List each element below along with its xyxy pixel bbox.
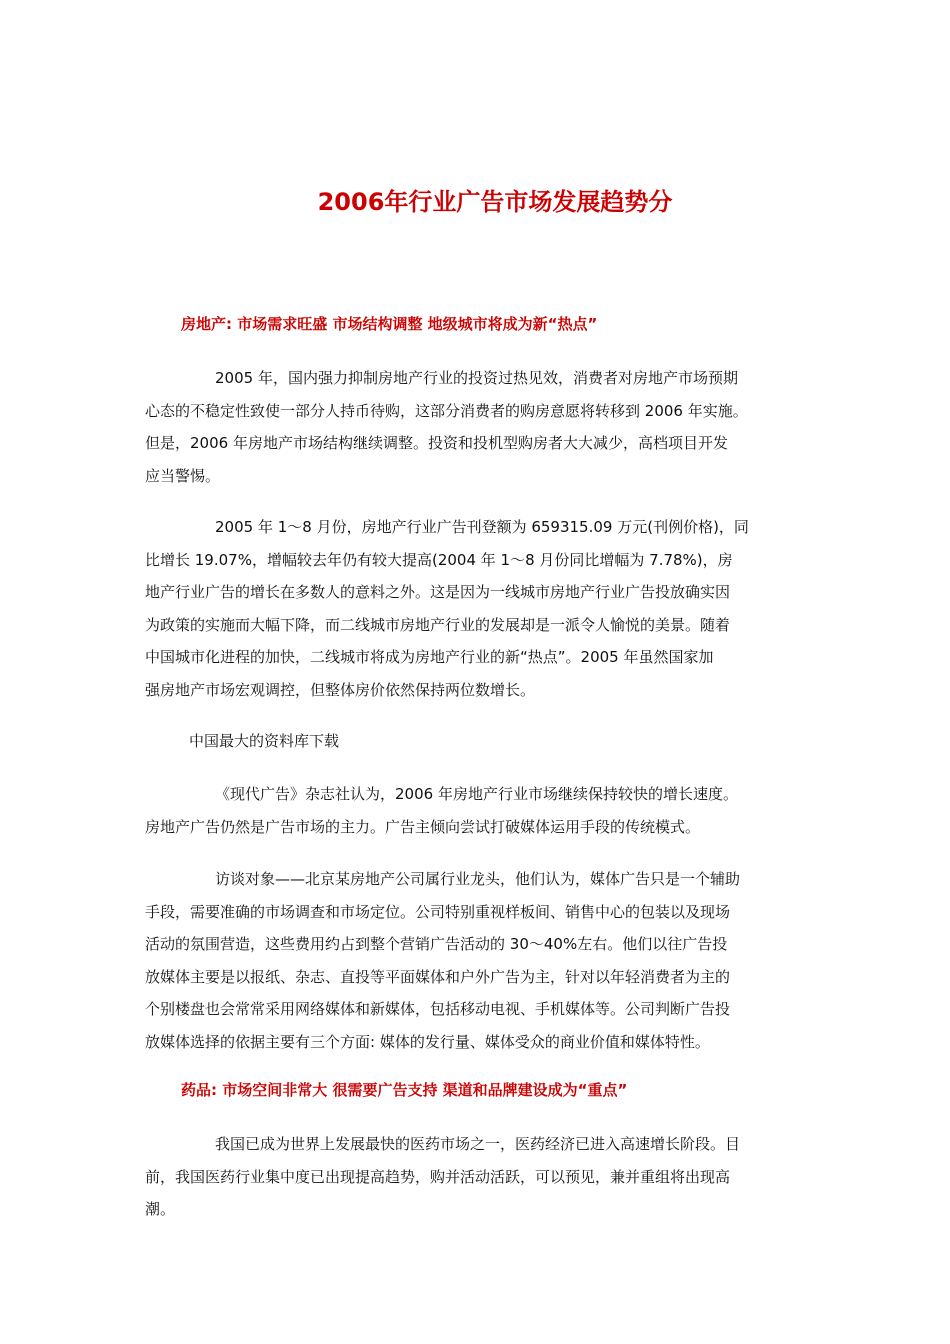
text-line: 2005 年 1～8 月份，房地产行业广告刊登额为 659315.09 万元(刊例价格)，同 [215,518,749,536]
paragraph-real-estate-1 [145,362,805,492]
text-line: 心态的不稳定性致使一部分人持币待购，这部分消费者的购房意愿将转移到 2006 年实施。 [145,401,748,420]
document-title: 2006年行业广告市场发展趋势分 [317,188,673,216]
text-line: 强房地产市场宏观调控，但整体房价依然保持两位数增长。 [145,680,536,699]
paragraph-pharma-1 [145,1128,805,1226]
text-line: 访谈对象——北京某房地产公司属行业龙头，他们认为，媒体广告只是一个辅助 [215,870,741,888]
text-line: 手段，需要准确的市场调查和市场定位。公司特别重视样板间、销售中心的包装以及现场 [145,902,731,921]
text-line: 比增长 19.07%，增幅较去年仍有较大提高(2004 年 1～8 月份同比增幅为 7.78%)，房 [145,550,733,569]
text-line: 应当警惕。 [145,466,221,485]
section-heading-real-estate: 房地产: 市场需求旺盛 市场结构调整 地级城市将成为新“热点” [181,315,598,333]
text-line: 我国已成为世界上发展最快的医药市场之一，医药经济已进入高速增长阶段。目 [215,1135,741,1153]
download-note: 中国最大的资料库下载 [189,732,340,750]
text-line: 前，我国医药行业集中度已出现提高趋势，购并活动活跃，可以预见，兼并重组将出现高 [145,1167,731,1186]
text-line: 放媒体主要是以报纸、杂志、直投等平面媒体和户外广告为主，针对以年轻消费者为主的 [145,967,731,986]
paragraph-real-estate-3 [145,778,805,843]
text-line: 《现代广告》杂志社认为，2006 年房地产行业市场继续保持较快的增长速度。 [215,785,738,803]
text-line: 个别楼盘也会常常采用网络媒体和新媒体，包括移动电视、手机媒体等。公司判断广告投 [145,1000,731,1018]
text-line: 地产行业广告的增长在多数人的意料之外。这是因为一线城市房地产行业广告投放确实因 [145,583,731,601]
text-line: 但是，2006 年房地产市场结构继续调整。投资和投机型购房者大大减少，高档项目开发 [145,434,728,452]
text-line: 2005 年，国内强力抑制房地产行业的投资过热见效，消费者对房地产市场预期 [215,369,738,387]
text-line: 房地产广告仍然是广告市场的主力。广告主倾向尝试打破媒体运用手段的传统模式。 [145,817,701,836]
text-line: 潮。 [145,1200,176,1218]
text-line: 活动的氛围营造，这些费用约占到整个营销广告活动的 30～40%左右。他们以往广告投 [145,935,728,953]
paragraph-real-estate-4 [145,863,805,1058]
text-line: 为政策的实施而大幅下降，而二线城市房地产行业的发展却是一派令人愉悦的美景。随着 [145,615,731,634]
text-line: 中国城市化进程的加快，二线城市将成为房地产行业的新“热点”。2005 年虽然国家加 [145,648,714,666]
paragraph-real-estate-2 [145,511,805,706]
section-heading-pharma: 药品: 市场空间非常大 很需要广告支持 渠道和品牌建设成为“重点” [181,1081,628,1099]
text-line: 放媒体选择的依据主要有三个方面: 媒体的发行量、媒体受众的商业价值和媒体特性。 [145,1032,710,1051]
